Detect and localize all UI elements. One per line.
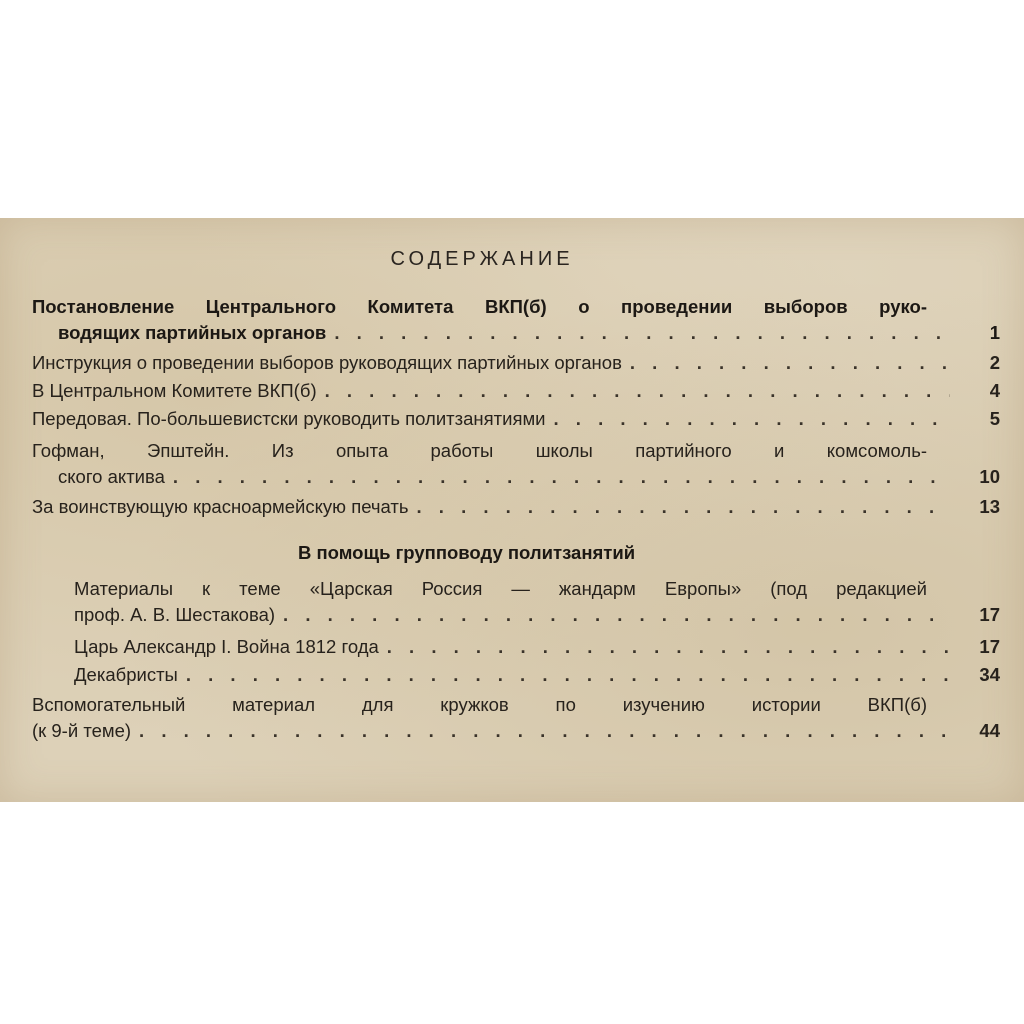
leader-dots [186,664,950,686]
leader-dots [417,496,950,518]
leader-dots [325,380,950,402]
toc-page-number: 34 [979,664,1000,685]
toc-entry-tsarist-russia [74,578,1000,630]
toc-entry-title-line2: ского актива [58,466,165,487]
toc-page-number: 17 [979,636,1000,657]
leader-dots [283,604,950,626]
toc-entry-editorial [32,408,1000,434]
toc-entry-auxiliary-material [32,694,1000,746]
leader-dots [554,408,950,430]
toc-entry-title-line1: Вспомогательный материал для кружков по изучению истории ВКП(б) [32,694,927,715]
table-of-contents-page [0,218,1024,802]
toc-entry-resolution [32,296,1000,348]
toc-page-number: 1 [989,322,1000,343]
toc-entry-instruction [32,352,1000,378]
leader-dots [139,720,950,742]
contents-heading: СОДЕРЖАНИЕ [390,248,574,270]
section-heading: В помощь групповоду политзанятий [298,542,636,563]
toc-page-number: 44 [979,720,1000,741]
toc-page-number: 4 [989,380,1000,401]
leader-dots [173,466,950,488]
toc-page-number: 13 [979,496,1000,517]
toc-entry-title: Царь Александр I. Война 1812 года [74,636,379,657]
toc-entry-title: Декабристы [74,664,178,685]
toc-entry-title: Инструкция о проведении выборов руководящих партийных органов [32,352,622,373]
toc-page-number: 5 [989,408,1000,429]
toc-entry-title-line2: проф. А. В. Шестакова) [74,604,276,625]
toc-entry-title-line1: Гофман, Эпштейн. Из опыта работы школы партийного и комсомоль- [32,440,927,461]
toc-entry-decembrists [74,664,1000,690]
leader-dots [630,352,950,374]
toc-entry-title: За воинствующую красноармейскую печать [32,496,409,517]
toc-entry-title: В Центральном Комитете ВКП(б) [32,380,317,401]
toc-entry-press [32,496,1000,522]
toc-page-number: 2 [989,352,1000,373]
toc-entry-central-committee [32,380,1000,406]
leader-dots [334,322,950,344]
toc-page-number: 10 [979,466,1000,487]
toc-page-number: 17 [979,604,1000,625]
toc-entry-title-line2: водящих партийных органов [58,322,327,343]
toc-entry-title-line1: Материалы к теме «Царская Россия — жандарм Европы» (под редакцией [74,578,927,599]
toc-entry-title-line2: (к 9-й теме) [32,720,132,741]
toc-entry-alexander [74,636,1000,662]
toc-entry-title: Передовая. По-большевистски руководить политзанятиями [32,408,546,429]
leader-dots [387,636,950,658]
toc-entry-hofman-epstein [32,440,1000,492]
toc-entry-title-line1: Постановление Центрального Комитета ВКП(б) о проведении выборов руко- [32,296,927,317]
